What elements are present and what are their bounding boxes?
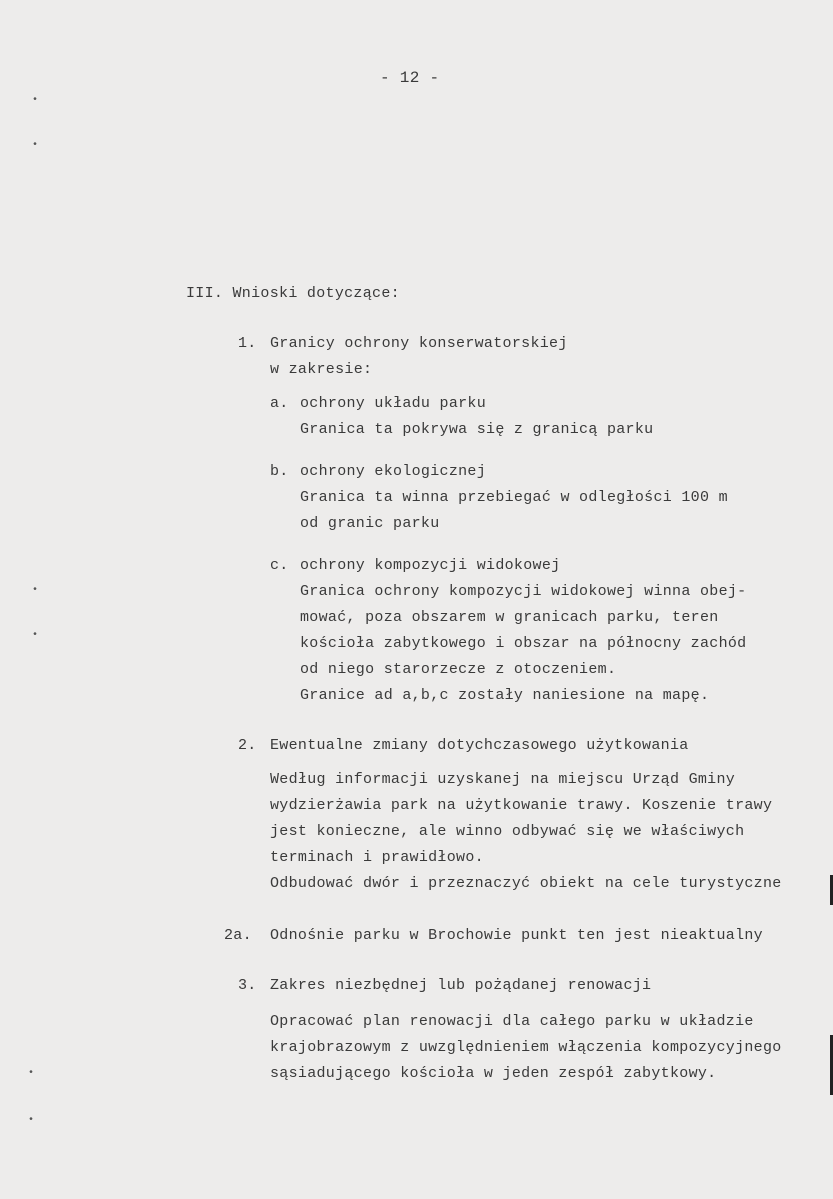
item-1-subtitle: w zakresie: <box>270 361 373 378</box>
item-2-number: 2. <box>238 737 257 754</box>
item-1-title: Granicy ochrony konserwatorskiej <box>270 335 568 352</box>
section-heading: III. Wnioski dotyczące: <box>186 285 400 302</box>
item-1b-title: ochrony ekologicznej <box>300 463 487 480</box>
item-1c-text: od niego starorzecze z otoczeniem. <box>300 661 617 678</box>
scan-speck: • <box>32 95 39 106</box>
item-1b-label: b. <box>270 463 289 480</box>
item-1c-text: Granica ochrony kompozycji widokowej winna obej- <box>300 583 747 600</box>
scan-speck: • <box>32 585 39 596</box>
item-1b-text: od granic parku <box>300 515 440 532</box>
scan-speck: • <box>28 1068 35 1079</box>
item-1a-title: ochrony układu parku <box>300 395 487 412</box>
item-2-title: Ewentualne zmiany dotychczasowego użytkowania <box>270 737 689 754</box>
page-number: - 12 - <box>380 69 440 87</box>
item-1c-label: c. <box>270 557 289 574</box>
item-3-text: krajobrazowym z uwzględnieniem włączenia kompozycyjnego <box>270 1039 782 1056</box>
item-1c-text: mować, poza obszarem w granicach parku, teren <box>300 609 719 626</box>
item-1c-title: ochrony kompozycji widokowej <box>300 557 561 574</box>
item-1b-text: Granica ta winna przebiegać w odległości 100 m <box>300 489 728 506</box>
scan-speck: • <box>32 630 39 641</box>
item-3-number: 3. <box>238 977 257 994</box>
item-1-number: 1. <box>238 335 257 352</box>
item-2-text: wydzierżawia park na użytkowanie trawy. Koszenie trawy <box>270 797 773 814</box>
item-2a-number: 2a. <box>224 927 252 944</box>
item-2-text: Według informacji uzyskanej na miejscu Urząd Gminy <box>270 771 736 788</box>
scan-speck: • <box>32 140 39 151</box>
item-1c-text: kościoła zabytkowego i obszar na północny zachód <box>300 635 747 652</box>
item-1a-label: a. <box>270 395 289 412</box>
item-2-text: Odbudować dwór i przeznaczyć obiekt na cele turystyczne <box>270 875 782 892</box>
item-3-title: Zakres niezbędnej lub pożądanej renowacji <box>270 977 652 994</box>
item-3-text: Opracować plan renowacji dla całego parku w układzie <box>270 1013 754 1030</box>
item-2-text: terminach i prawidłowo. <box>270 849 484 866</box>
item-2a-text: Odnośnie parku w Brochowie punkt ten jest nieaktualny <box>270 927 763 944</box>
item-3-text: sąsiadującego kościoła w jeden zespół zabytkowy. <box>270 1065 717 1082</box>
item-2-text: jest konieczne, ale winno odbywać się we właściwych <box>270 823 745 840</box>
item-1a-text: Granica ta pokrywa się z granicą parku <box>300 421 654 438</box>
scan-speck: • <box>28 1115 35 1126</box>
item-1c-text: Granice ad a,b,c zostały naniesione na mapę. <box>300 687 710 704</box>
